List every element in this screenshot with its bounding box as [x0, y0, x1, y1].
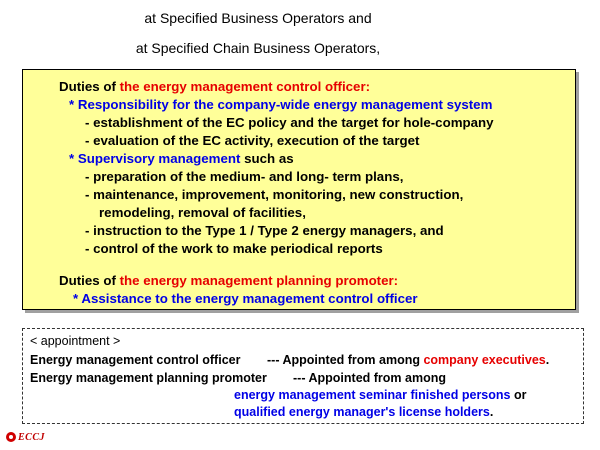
- supervisory-item-1: - preparation of the medium- and long- term plans,: [85, 169, 404, 184]
- eccj-logo-icon: [6, 432, 16, 442]
- eccj-logo-text: ECCJ: [18, 431, 46, 443]
- supervisory-item-2-cont: remodeling, removal of facilities,: [99, 205, 306, 220]
- header-line-2: at Specified Chain Business Operators,: [135, 40, 381, 56]
- officer-appointment-label: Energy management control officer: [30, 353, 241, 367]
- responsibility-item-1: - establishment of the EC policy and the target for hole-company: [85, 115, 494, 130]
- appointment-title: < appointment >: [30, 334, 121, 348]
- promoter-appointment-line2: [234, 388, 526, 403]
- promoter-highlight-license: qualified energy manager's license holders: [234, 405, 490, 419]
- responsibility-label: * Responsibility for the company-wide energy management system: [69, 97, 493, 112]
- supervisory-heading: [69, 150, 294, 167]
- officer-appointment-end: .: [545, 353, 550, 367]
- promoter-or: or: [510, 388, 527, 402]
- supervisory-item-2: - maintenance, improvement, monitoring, new construction,: [85, 187, 464, 202]
- promoter-appointment-label: Energy management planning promoter: [30, 371, 267, 385]
- promoter-role: the energy management planning promoter:: [119, 273, 399, 288]
- promoter-appointment-line3: [234, 405, 493, 420]
- officer-role: the energy management control officer:: [119, 79, 371, 94]
- promoter-duties-prefix: Duties of: [59, 273, 120, 288]
- appointment-box: [22, 328, 584, 424]
- supervisory-suffix: such as: [240, 151, 294, 166]
- supervisory-item-3: - instruction to the Type 1 / Type 2 energy managers, and: [85, 223, 444, 238]
- promoter-appointment-text: --- Appointed from among: [293, 371, 446, 385]
- officer-duties-prefix: Duties of: [59, 79, 120, 94]
- header-line-1: at Specified Business Operators and: [144, 10, 372, 26]
- assistance-label: * Assistance to the energy management control officer: [73, 291, 418, 306]
- eccj-logo: [6, 430, 45, 444]
- officer-duties-heading: [59, 78, 370, 95]
- supervisory-item-4: - control of the work to make periodical reports: [85, 241, 383, 256]
- officer-appointment-highlight: company executives: [423, 353, 546, 367]
- responsibility-item-2: - evaluation of the EC activity, execution of the target: [85, 133, 420, 148]
- duties-box: [22, 69, 576, 310]
- supervisory-label: * Supervisory management: [69, 151, 241, 166]
- officer-appointment-prefix: --- Appointed from among: [267, 353, 424, 367]
- promoter-end: .: [489, 405, 494, 419]
- officer-appointment-text: [267, 353, 549, 368]
- promoter-duties-heading: [59, 272, 398, 289]
- promoter-highlight-seminar: energy management seminar finished persons: [234, 388, 511, 402]
